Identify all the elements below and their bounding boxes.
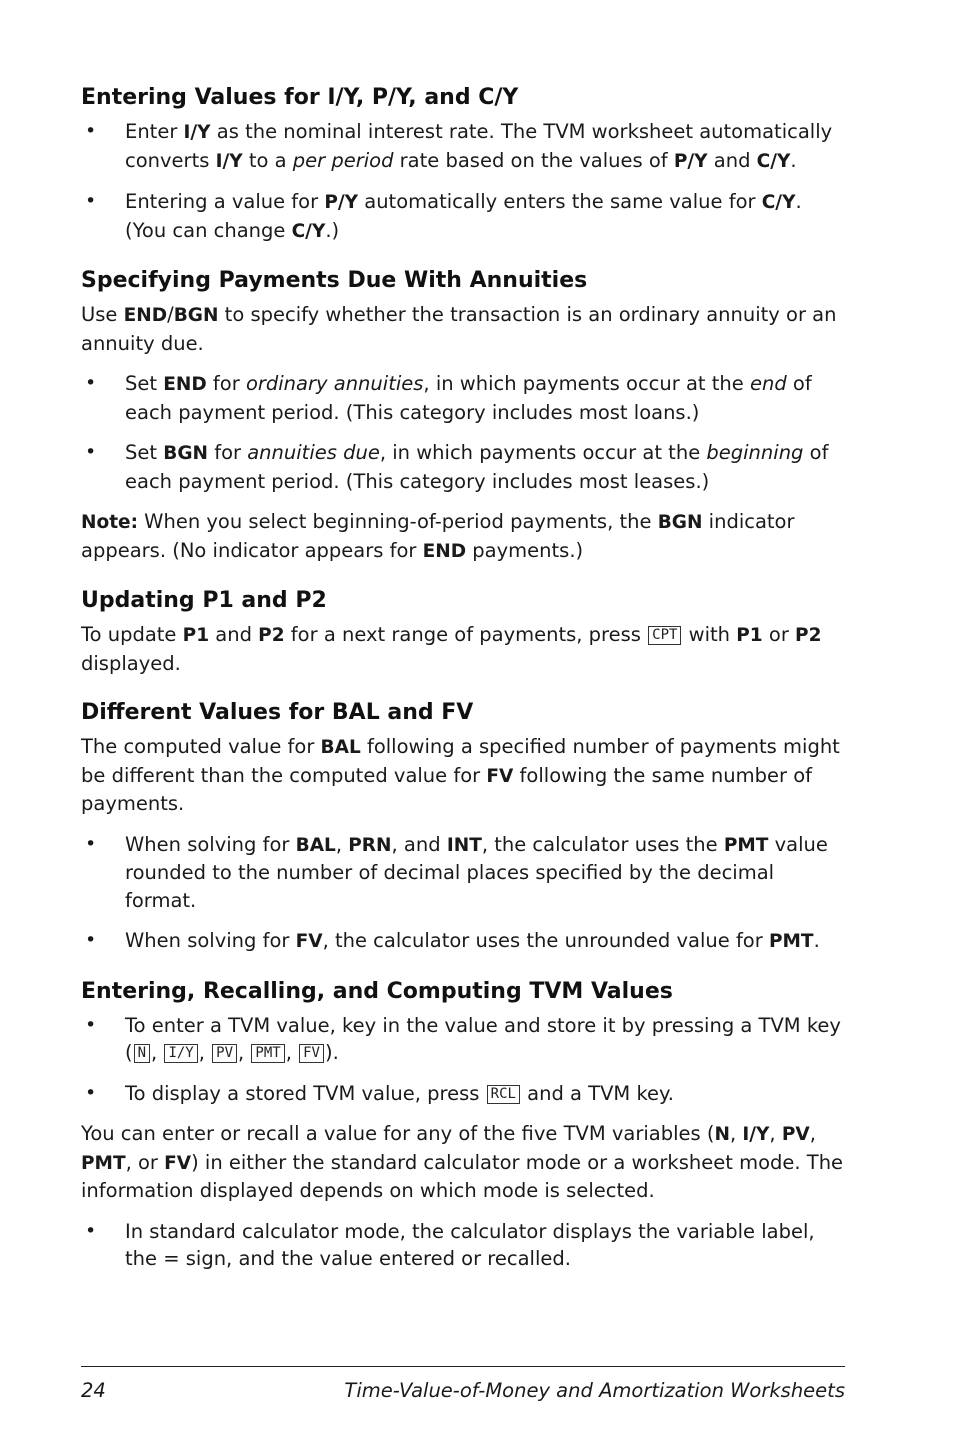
section-heading: Entering, Recalling, and Computing TVM Values	[81, 978, 673, 1004]
pmt-key-icon: PMT	[251, 1044, 284, 1063]
section-entering-values	[81, 84, 845, 245]
section-tvm-values	[81, 978, 845, 1273]
bullet-list	[81, 1012, 845, 1108]
list-item: • When solving for BAL, PRN, and INT, the calculator uses the PMT value rounded to the number of decimal places specified by the decimal format.	[81, 831, 845, 915]
list-item: • To display a stored TVM value, press RCL and a TVM key.	[81, 1080, 845, 1108]
n-key-icon: N	[134, 1044, 150, 1063]
list-item: • In standard calculator mode, the calculator displays the variable label, the = sign, and the value entered or recalled.	[81, 1218, 845, 1273]
paragraph: You can enter or recall a value for any of the five TVM variables (N, I/Y, PV, PMT, or FV) in either the standard calculator mode or a worksheet mode. The information displayed depends on which mode is selected.	[81, 1122, 844, 1202]
section-heading: Updating P1 and P2	[81, 588, 327, 613]
list-item: • To enter a TVM value, key in the value and store it by pressing a TVM key ( N , I/Y , PV , PMT , FV ).	[81, 1012, 845, 1067]
fv-key-icon: FV	[299, 1044, 324, 1063]
section-heading: Entering Values for I/Y, P/Y, and C/Y	[81, 85, 519, 110]
bullet-list	[81, 370, 845, 495]
section-heading: Specifying Payments Due With Annuities	[81, 268, 588, 293]
section-bal-fv	[81, 699, 845, 956]
note: Note: When you select beginning-of-period payments, the BGN indicator appears. (No indicator appears for END payments.)	[81, 510, 795, 562]
paragraph: Use END/BGN to specify whether the transaction is an ordinary annuity or an annuity due.	[81, 303, 837, 355]
page-number: 24	[81, 1379, 106, 1402]
list-item: • When solving for FV, the calculator uses the unrounded value for PMT.	[81, 927, 845, 956]
chapter-title: Time-Value-of-Money and Amortization Worksheets	[344, 1379, 845, 1402]
list-item: • Entering a value for P/Y automatically enters the same value for C/Y. (You can change C/Y.)	[81, 188, 845, 245]
section-payments-due	[81, 267, 845, 565]
cpt-key-icon: CPT	[648, 626, 681, 645]
page-footer	[81, 1366, 845, 1405]
page-content	[81, 84, 845, 1295]
paragraph: To update P1 and P2 for a next range of payments, press CPT with P1 or P2 displayed.	[81, 623, 822, 675]
bullet-list	[81, 831, 845, 956]
paragraph: The computed value for BAL following a specified number of payments might be different than the computed value for FV following the same number of payments.	[81, 735, 840, 815]
bullet-list	[81, 118, 845, 245]
list-item: • Set BGN for annuities due, in which payments occur at the beginning of each payment period. (This category includes most leases.)	[81, 439, 845, 495]
iy-key-icon: I/Y	[164, 1044, 197, 1063]
section-updating-p1-p2	[81, 587, 845, 677]
list-item: • Set END for ordinary annuities, in which payments occur at the end of each payment period. (This category includes most loans.)	[81, 370, 845, 426]
pv-key-icon: PV	[212, 1044, 237, 1063]
list-item: • Enter I/Y as the nominal interest rate. The TVM worksheet automatically converts I/Y to a per period rate based on the values of P/Y and C/Y.	[81, 118, 845, 175]
rcl-key-icon: RCL	[487, 1085, 520, 1104]
bullet-list	[81, 1218, 845, 1273]
section-heading: Different Values for BAL and FV	[81, 700, 474, 725]
